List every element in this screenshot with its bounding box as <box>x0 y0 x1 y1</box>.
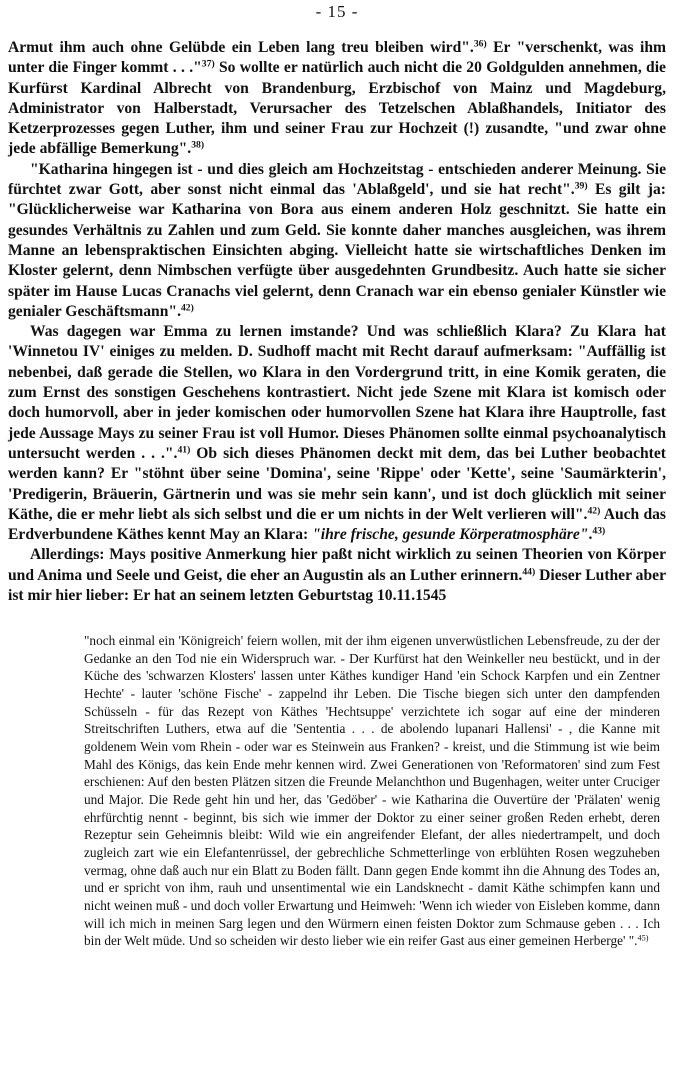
body-paragraph <box>8 545 666 606</box>
footnote-reference: 36) <box>473 38 487 50</box>
footnote-reference: 42) <box>180 302 194 314</box>
footnote-reference: 42) <box>587 505 601 517</box>
text-run: Er "verschenkt, was ihm unter die Finger kommt . . ." <box>8 39 666 77</box>
text-run: Armut ihm auch ohne Gelübde ein Leben lang treu bleiben wird". <box>8 39 474 56</box>
footnote-reference: 37) <box>201 58 215 70</box>
footnote-reference: 44) <box>522 566 536 578</box>
text-run: "Katharina hingegen ist - und dies gleich am Hochzeitstag - entschieden anderer Meinung. Sie fürchtet zwar Gott, aber sonst nicht einmal das 'Ablaßgeld', und sie hat recht". <box>8 160 666 199</box>
body-text <box>8 38 666 606</box>
text-run: . <box>588 526 593 544</box>
text-run: "noch einmal ein 'Königreich' feiern wollen, mit der ihm eigenen unverwüstlichen Lebensfreude, zu der der Gedanke an den Tod nie ein Widerspruch war. - Der Kurfürst hat den Weinkeller neu bestückt, und in der Küche des 'schwarzen Klosters' lassen unter Käthes kundiger Hand 'ein Schock Karpfen und ein Zentner Hechte' - lauter 'schöne Fische' - zappelnd ihr Leben. Die Tische biegen sich unter den dampfenden Schüsseln - für das Rezept von Käthes 'Hechtsuppe' verzichtete ich sogar auf eine der minderen Streitschriften Luthers, etwa auf die 'Sententia . . . de abolendo lupanari Hallensi' - , die Kanne mit goldenem Wein vom Rhein - oder war es Steinwein aus Franken? - kreist, und die Stimmung ist wie beim Mahl des Königs, das kein Ende mehr kennen wird. Zwei Generationen von 'Reformatoren' sind zum Fest erschienen: Auf den besten Plätzen sitzen die Freunde Melanchthon und Bugenhagen, weiter unter Cruciger und Major. Die Rede geht hin und her, das 'Gedöber' - wie Katharina die Ouvertüre der 'Prälaten' wenig ehrfürchtig nennt - beginnt, bis sich wie immer der Doktor zu einer seiner großen Reden erhebt, deren Rezeptur sein Geheimnis bleibt: Wild wie ein angreifender Elefant, der alles niedertrampelt, und doch zugleich zart wie ein Elefantenrüssel, der gebrechliche Schmetterlinge von erblühten Rosen wegzuheben vermag, ohne daß auch nur ein Blatt zu Boden fällt. Dann gegen Ende kommt ihn die Ahnung des Todes an, und er spricht von ihm, rauh und unsentimental wie ein Landsknecht - damit Käthe schimpfen kann und nicht weinen muß - und doch voller Erwartung und Heimweh: 'Wenn ich wieder von Eisleben komme, dann will ich mich in meinen Sarg legen und den Würmern einen feisten Doktor zum Schmause geben . . . Ich bin der Welt müde. Und so scheiden wir desto lieber wie ein reifer Gast aus einer gemeinen Herberge' ". <box>84 633 660 949</box>
footnote-reference: 45) <box>637 933 649 943</box>
text-run: Dieser Luther aber ist mir hier lieber: Er hat an seinem letzten Geburtstag 10.11.1545 <box>8 566 666 605</box>
block-quote <box>84 632 660 950</box>
footnote-reference: 38) <box>191 140 205 152</box>
footnote-reference: 43) <box>592 525 606 537</box>
footnote-reference: 41) <box>177 444 191 456</box>
text-run: Es gilt ja: "Glücklicherweise war Katharina von Bora aus einem anderen Holz geschnitzt. Sie hatte ein gesundes Verhältnis zu Zahlen und zum Geld. Sie konnte daher manches ausgleichen, was ihrem Manne an lebenspraktischen Einsichten abging. Vielleicht hatte sie wirtschaftliches Denken im Kloster gelernt, denn Nimbschen verfügte über ausgedehnten Grundbesitz. Auch hatte sie sicher später im Hause Lucas Cranachs viel gelernt, denn Cranach war ein ebenso genialer Künstler wie genialer Geschäftsmann". <box>8 181 666 320</box>
body-paragraph <box>8 322 666 545</box>
text-run: Auch das Erdverbundene Käthes kennt May an Klara: <box>8 505 666 544</box>
text-run: Ob sich dieses Phänomen deckt mit dem, das bei Luther beobachtet werden kann? Er "stöhnt über seine 'Domina', seine 'Rippe' oder 'Kette', seine 'Saumärkterin', 'Predigerin, Bräuerin, Gärtnerin und was sie mehr sein kann', und ist doch glücklich mit seiner Käthe, die er mehr liebt als sich selbst und die er um nichts in der Welt verlieren will". <box>8 444 666 523</box>
emphasized-quote: "ihre frische, gesunde Körperatmosphäre" <box>312 526 589 544</box>
text-run: Allerdings: Mays positive Anmerkung hier paßt nicht wirklich zu seinen Theorien von Körper und Anima und Seele und Geist, die eher an Augustin als an Luther erinnern. <box>8 546 666 584</box>
body-paragraph <box>8 38 666 160</box>
body-paragraph <box>8 160 666 322</box>
text-run: Was dagegen war Emma zu lernen imstande? Und was schließlich Klara? Zu Klara hat 'Winnetou IV' einiges zu melden. D. Sudhoff macht mit Recht darauf aufmerksam: "Auffällig ist nebenbei, daß gerade die Stellen, wo Klara in den Vordergrund tritt, in eine Komik geraten, die zum Ernst des sonstigen Geschehens kontrastiert. Nicht jede Szene mit Klara ist komisch oder doch humorvoll, aber in jeder komischen oder humorvollen Szene hat Klara ihre Hauptrolle, fast jede Aussage Mays zu seiner Frau ist voll Humor. Dieses Phänomen sollte einmal psychoanalytisch untersucht werden . . .". <box>8 323 666 462</box>
footnote-reference: 39) <box>574 180 588 192</box>
page-number: - 15 - <box>315 2 359 21</box>
text-run: So wollte er natürlich auch nicht die 20 Goldgulden annehmen, die Kurfürst Kardinal Albrecht von Brandenburg, Erzbischof von Mainz und Magdeburg, Administrator von Halberstadt, Verursacher des Tetzelschen Ablaßhandels, Initiator des Ketzerprozesses gegen Luther, ihm und seiner Frau zur Hochzeit (!) zusandte, "und zwar ohne jede abfällige Bemerkung". <box>8 59 666 158</box>
